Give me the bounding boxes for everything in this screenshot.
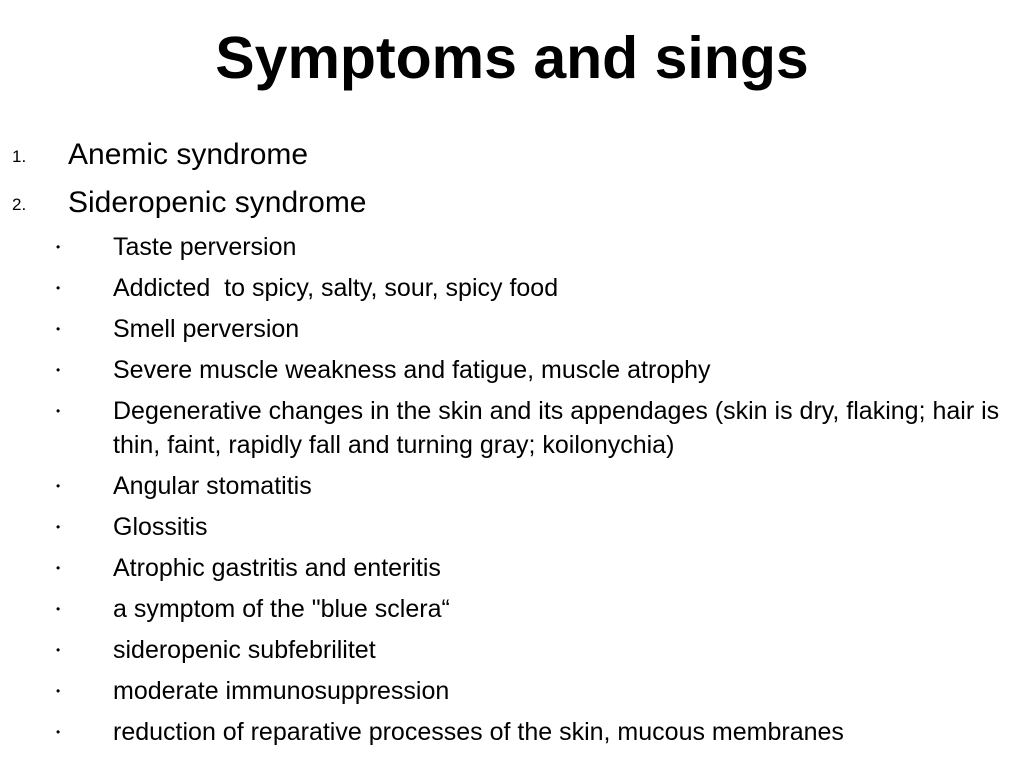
bullet-item bbox=[0, 633, 1000, 667]
bullet-icon bbox=[56, 551, 60, 585]
bullet-item bbox=[0, 353, 1000, 387]
bullet-item-text: Taste perversion bbox=[113, 233, 297, 261]
slide-content bbox=[0, 134, 1000, 756]
bullet-item-text: moderate immunosuppression bbox=[113, 677, 450, 705]
bullet-item-text: Atrophic gastritis and enteritis bbox=[113, 554, 441, 582]
bullet-icon bbox=[56, 592, 60, 626]
bullet-icon bbox=[56, 510, 60, 544]
bullet-list bbox=[0, 230, 1000, 749]
bullet-icon bbox=[56, 394, 60, 428]
bullet-item-text: Smell perversion bbox=[113, 315, 300, 343]
slide-title: Symptoms and sings bbox=[215, 25, 809, 91]
numbered-item-text: Anemic syndrome bbox=[68, 138, 309, 171]
bullet-item-text: Degenerative changes in the skin and its appendages (skin is dry, flaking; hair is thin, faint, rapidly fall and turning gray; koilonychia) bbox=[113, 397, 1000, 459]
bullet-icon bbox=[56, 230, 60, 264]
number-marker: 1. bbox=[12, 147, 27, 166]
numbered-item bbox=[0, 182, 1000, 230]
bullet-item-text: reduction of reparative processes of the skin, mucous membranes bbox=[113, 718, 844, 746]
bullet-item-text: Angular stomatitis bbox=[113, 472, 312, 500]
bullet-item-text: Glossitis bbox=[113, 513, 208, 541]
bullet-icon bbox=[56, 271, 60, 305]
bullet-item bbox=[0, 715, 1000, 749]
bullet-icon bbox=[56, 715, 60, 749]
bullet-icon bbox=[56, 674, 60, 708]
bullet-item bbox=[0, 394, 1000, 462]
numbered-item-text: Sideropenic syndrome bbox=[68, 186, 367, 219]
bullet-item bbox=[0, 551, 1000, 585]
numbered-item bbox=[0, 134, 1000, 182]
bullet-item bbox=[0, 271, 1000, 305]
bullet-icon bbox=[56, 312, 60, 346]
bullet-item-text: a symptom of the "blue sclera“ bbox=[113, 595, 450, 623]
bullet-item bbox=[0, 510, 1000, 544]
bullet-icon bbox=[56, 353, 60, 387]
bullet-item-text: sideropenic subfebrilitet bbox=[113, 636, 376, 664]
bullet-item bbox=[0, 469, 1000, 503]
bullet-item bbox=[0, 592, 1000, 626]
bullet-item-text: Severe muscle weakness and fatigue, muscle atrophy bbox=[113, 356, 711, 384]
bullet-item-text: Addicted to spicy, salty, sour, spicy food bbox=[113, 274, 559, 302]
bullet-icon bbox=[56, 633, 60, 667]
bullet-item bbox=[0, 674, 1000, 708]
bullet-item bbox=[0, 312, 1000, 346]
number-marker: 2. bbox=[12, 195, 27, 214]
bullet-icon bbox=[56, 469, 60, 503]
bullet-item bbox=[0, 230, 1000, 264]
